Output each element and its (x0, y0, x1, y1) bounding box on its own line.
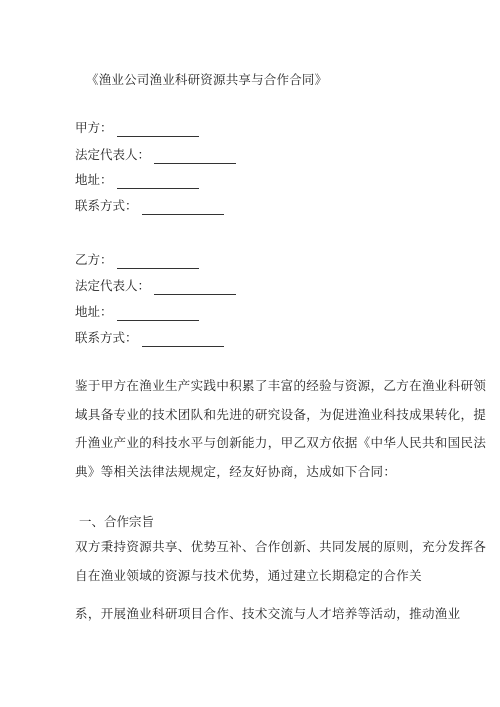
section-1-paragraph-a (75, 533, 487, 590)
party-b-address-blank[interactable] (117, 307, 199, 321)
section-1-paragraph-b (75, 600, 461, 629)
preamble-paragraph (75, 372, 487, 486)
contract-title: 《渔业公司渔业科研资源共享与合作合同》 (86, 72, 328, 87)
party-a-contact-field (75, 197, 224, 215)
section-1-line: 自在渔业领域的资源与技术优势，通过建立长期稳定的合作关 (75, 567, 422, 583)
party-b-contact-field (75, 329, 224, 347)
party-b-rep-field (75, 277, 236, 295)
preamble-line: 鉴于甲方在渔业生产实践中积累了丰富的经验与资源，乙方在渔业科研领 (75, 378, 487, 393)
party-a-address-label: 地址： (75, 172, 113, 187)
party-b-address-label: 地址： (75, 304, 113, 319)
section-1-line: 系，开展渔业科研项目合作、技术交流与人才培养等活动，推动渔业 (75, 606, 461, 621)
party-a-contact-blank[interactable] (142, 201, 224, 215)
party-b-contact-blank[interactable] (142, 333, 224, 347)
party-a-rep-blank[interactable] (154, 150, 236, 164)
party-b-contact-label: 联系方式： (75, 330, 138, 345)
party-a-name-label: 甲方： (75, 120, 113, 135)
preamble-line: 升渔业产业的科技水平与创新能力，甲乙双方依据《中华人民共和国民法 (75, 435, 487, 450)
party-b-rep-label: 法定代表人： (75, 278, 151, 293)
section-1-heading: 一、合作宗旨 (79, 514, 155, 529)
party-a-rep-label: 法定代表人： (75, 147, 151, 162)
party-a-name-field (75, 119, 199, 137)
party-b-rep-blank[interactable] (154, 281, 236, 295)
party-a-address-field (75, 171, 199, 189)
party-a-address-blank[interactable] (117, 175, 199, 189)
party-b-address-field (75, 303, 199, 321)
party-a-contact-label: 联系方式： (75, 198, 138, 213)
preamble-line: 域具备专业的技术团队和先进的研究设备，为促进渔业科技成果转化，提 (75, 406, 487, 422)
party-b-name-field (75, 251, 199, 269)
party-b-name-blank[interactable] (117, 255, 199, 269)
party-b-name-label: 乙方： (75, 252, 113, 267)
section-1-line: 双方秉持资源共享、优势互补、合作创新、共同发展的原则，充分发挥各 (75, 539, 487, 554)
party-a-rep-field (75, 146, 236, 164)
preamble-line: 典》等相关法律法规规定，经友好协商，达成如下合同： (75, 463, 397, 479)
party-a-name-blank[interactable] (117, 123, 199, 137)
